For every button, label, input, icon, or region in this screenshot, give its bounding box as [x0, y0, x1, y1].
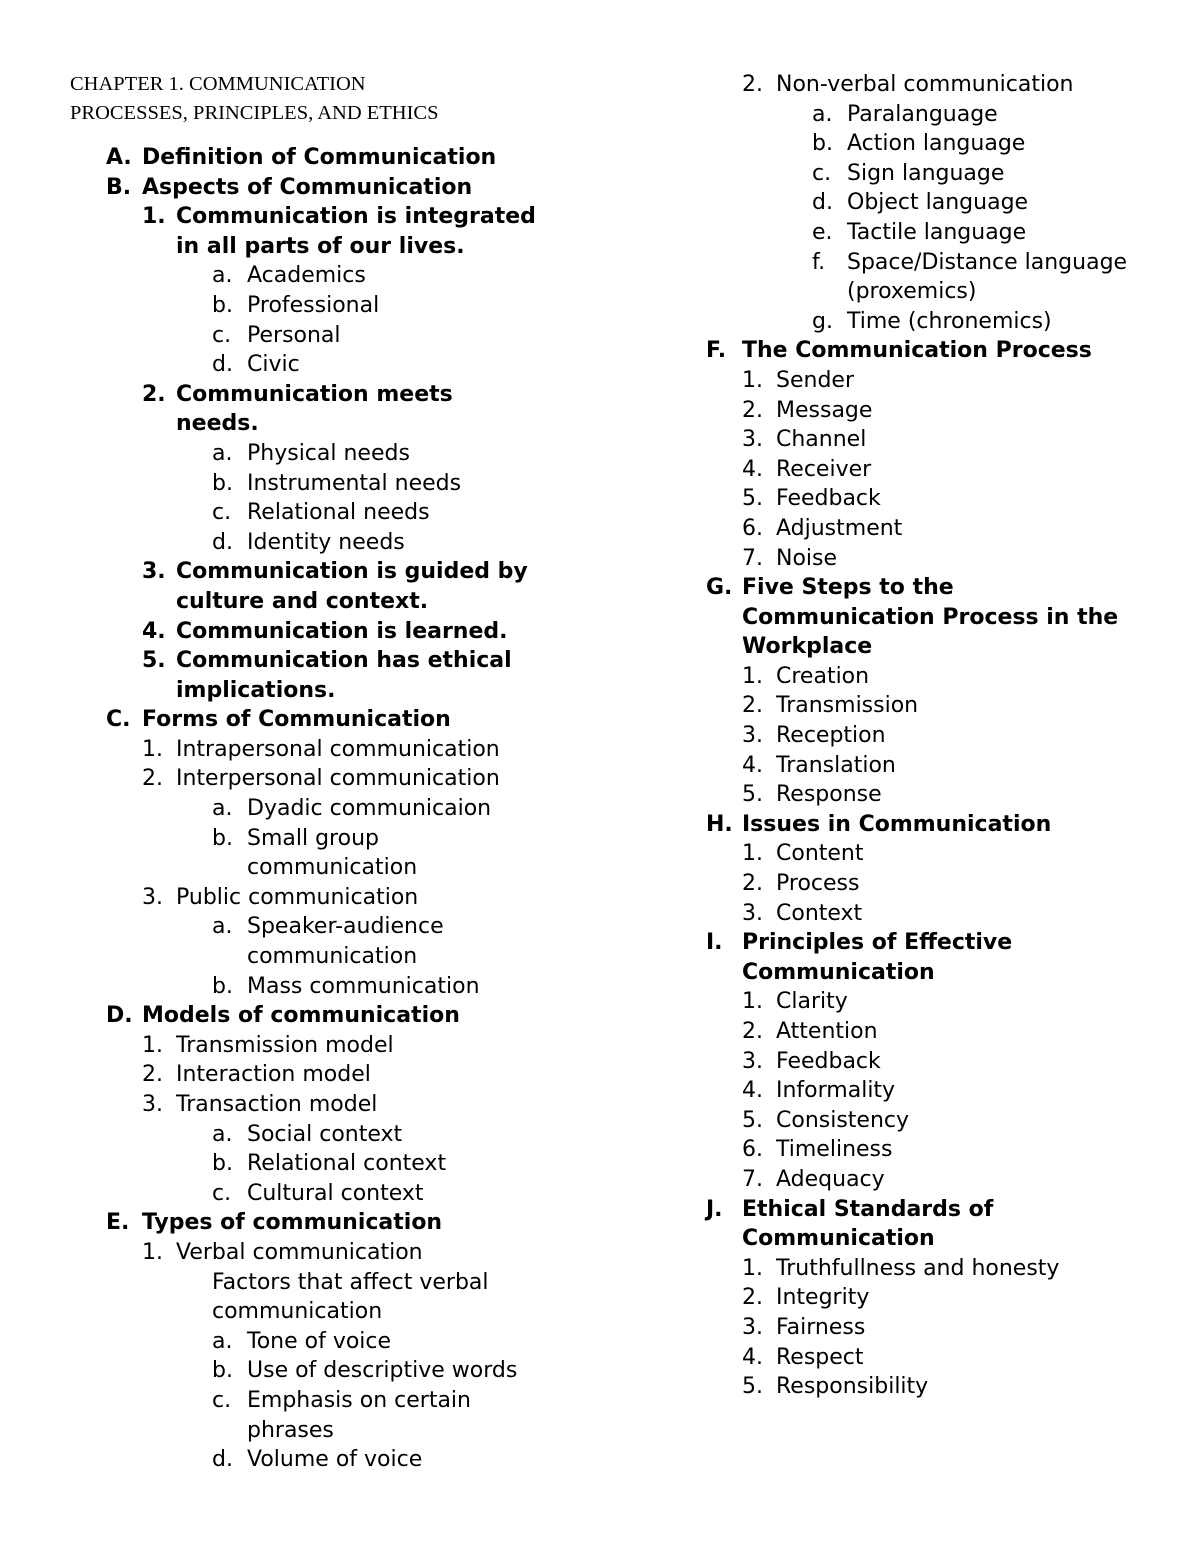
outline-text: Truthfullness and honesty	[776, 1255, 1060, 1281]
outline-marker: 7.	[742, 545, 763, 571]
outline-text: Aspects of Communication	[142, 174, 473, 200]
outline-text: Transmission model	[176, 1032, 394, 1058]
right-outline-line	[670, 958, 1170, 988]
right-outline-line	[670, 662, 1170, 692]
left-outline-line	[70, 439, 570, 469]
outline-text: Responsibility	[776, 1374, 929, 1400]
outline-text: Adequacy	[776, 1166, 885, 1192]
right-outline-line	[670, 129, 1170, 159]
outline-text: Space/Distance language	[847, 249, 1128, 275]
outline-marker: 3.	[142, 1092, 163, 1117]
outline-text: needs.	[176, 411, 259, 437]
outline-marker: 4.	[742, 1344, 763, 1370]
outline-text: Models of communication	[142, 1003, 460, 1029]
outline-text: Informality	[776, 1078, 896, 1104]
outline-text: Instrumental needs	[247, 470, 462, 496]
outline-text: Communication is guided by	[176, 559, 528, 585]
outline-marker: 2.	[742, 693, 763, 719]
outline-text: Consistency	[776, 1107, 910, 1133]
left-outline-line	[70, 1416, 570, 1446]
outline-text: Sender	[776, 367, 854, 393]
left-outline-line	[70, 469, 570, 499]
right-outline-line	[670, 1283, 1170, 1313]
outline-marker: b.	[212, 973, 233, 999]
right-outline-line	[670, 751, 1170, 781]
outline-marker: 2.	[742, 1285, 763, 1311]
outline-text: Definition of Communication	[142, 145, 497, 170]
chapter-title-line-2: PROCESSES, PRINCIPLES, AND ETHICS	[70, 102, 439, 124]
left-outline-line	[70, 1060, 570, 1090]
right-outline-line	[670, 632, 1170, 662]
outline-text: Professional	[247, 292, 380, 318]
outline-marker: 5.	[742, 782, 763, 808]
outline-marker: 1.	[142, 1239, 163, 1265]
left-outline-line	[70, 912, 570, 942]
outline-text: Five Steps to the	[742, 575, 954, 601]
outline-text: Process	[776, 871, 860, 897]
outline-text: Integrity	[776, 1285, 870, 1311]
outline-marker: 2.	[742, 871, 763, 897]
outline-marker: 1.	[742, 1255, 763, 1281]
outline-text: Clarity	[776, 989, 848, 1015]
outline-text: Social context	[247, 1121, 403, 1147]
outline-marker: 6.	[742, 515, 763, 541]
left-outline-line	[70, 232, 570, 262]
right-outline-line	[670, 100, 1170, 130]
outline-marker: b.	[212, 825, 233, 851]
outline-marker: 2.	[742, 72, 763, 97]
outline-text: communication	[212, 1299, 383, 1325]
right-outline-line	[670, 544, 1170, 574]
left-outline-line	[70, 143, 570, 173]
right-outline-line	[670, 248, 1170, 278]
outline-text: Civic	[247, 352, 300, 378]
left-outline-line	[70, 853, 570, 883]
right-outline-line	[670, 721, 1170, 751]
left-outline-line	[70, 261, 570, 291]
outline-text: Types of communication	[142, 1210, 443, 1236]
right-outline-line	[670, 159, 1170, 189]
right-outline-line	[670, 1076, 1170, 1106]
left-outline-line	[70, 1090, 570, 1120]
outline-text: Communication Process in the	[742, 604, 1119, 630]
left-outline-line	[70, 1327, 570, 1357]
outline-text: Receiver	[776, 456, 872, 482]
outline-marker: 2.	[142, 766, 163, 792]
outline-marker: A.	[106, 145, 132, 170]
outline-marker: D.	[106, 1003, 133, 1029]
right-outline-line	[670, 218, 1170, 248]
outline-marker: B.	[106, 174, 132, 200]
outline-marker: f.	[812, 249, 826, 275]
right-outline-line	[670, 928, 1170, 958]
outline-marker: H.	[706, 811, 733, 837]
outline-marker: b.	[212, 470, 233, 496]
outline-text: Personal	[247, 322, 341, 348]
outline-text: Factors that affect verbal	[212, 1269, 489, 1295]
outline-text: Communication is integrated	[176, 204, 536, 230]
right-outline-line	[670, 1017, 1170, 1047]
outline-marker: 1.	[742, 989, 763, 1015]
outline-marker: 2.	[142, 381, 166, 407]
left-outline-line	[70, 528, 570, 558]
outline-text: Identity needs	[247, 529, 405, 555]
left-outline-line	[70, 1356, 570, 1386]
outline-text: The Communication Process	[742, 338, 1092, 364]
outline-marker: 2.	[742, 397, 763, 423]
left-outline-line	[70, 1386, 570, 1416]
outline-marker: 4.	[742, 456, 763, 482]
right-outline-line	[670, 869, 1170, 899]
outline-marker: 7.	[742, 1166, 763, 1192]
outline-text: Physical needs	[247, 440, 410, 466]
left-outline-line	[70, 350, 570, 380]
outline-marker: b.	[812, 131, 833, 157]
outline-marker: a.	[212, 1328, 233, 1354]
outline-text: Context	[776, 900, 863, 926]
left-outline-line	[70, 942, 570, 972]
outline-text: Speaker-audience	[247, 914, 444, 940]
outline-marker: b.	[212, 292, 233, 318]
left-outline-line	[70, 1149, 570, 1179]
outline-marker: 3.	[742, 1048, 763, 1074]
left-outline-line	[70, 764, 570, 794]
outline-marker: 1.	[742, 367, 763, 393]
right-outline-line	[670, 1047, 1170, 1077]
outline-text: Intrapersonal communication	[176, 736, 500, 762]
outline-marker: G.	[706, 575, 733, 601]
outline-text: Interpersonal communication	[176, 766, 500, 792]
outline-text: communication	[247, 944, 418, 970]
outline-marker: c.	[812, 160, 832, 186]
outline-marker: d.	[212, 1447, 233, 1473]
right-outline-line	[670, 1195, 1170, 1225]
outline-marker: a.	[212, 914, 233, 940]
right-outline-line	[670, 336, 1170, 366]
right-outline-line	[670, 899, 1170, 929]
outline-marker: c.	[212, 500, 232, 526]
outline-text: Interaction model	[176, 1062, 371, 1088]
outline-marker: c.	[212, 1180, 232, 1206]
outline-text: Channel	[776, 427, 867, 453]
outline-text: Communication has ethical	[176, 648, 512, 674]
left-outline-line	[70, 1297, 570, 1327]
outline-text: Message	[776, 397, 873, 423]
outline-marker: C.	[106, 707, 131, 733]
outline-text: Relational needs	[247, 500, 430, 526]
left-outline-line	[70, 1208, 570, 1238]
outline-text: Communication is learned.	[176, 618, 508, 644]
right-outline-line	[670, 1343, 1170, 1373]
outline-text: Timeliness	[776, 1137, 893, 1163]
left-outline-line	[70, 617, 570, 647]
left-outline-line	[70, 1001, 570, 1031]
outline-text: Paralanguage	[847, 101, 998, 127]
left-outline-line	[70, 824, 570, 854]
left-outline-line	[70, 557, 570, 587]
outline-right-column	[670, 70, 1170, 1402]
outline-text: Attention	[776, 1019, 878, 1044]
outline-marker: 6.	[742, 1137, 763, 1163]
outline-text: Transaction model	[176, 1092, 378, 1117]
left-outline-line	[70, 676, 570, 706]
outline-text: Volume of voice	[247, 1447, 423, 1473]
right-outline-line	[670, 1313, 1170, 1343]
right-outline-line	[670, 573, 1170, 603]
outline-text: Forms of Communication	[142, 707, 451, 733]
right-outline-line	[670, 691, 1170, 721]
outline-text: Small group	[247, 825, 379, 851]
right-outline-line	[670, 1106, 1170, 1136]
left-outline-line	[70, 1179, 570, 1209]
right-outline-line	[670, 514, 1170, 544]
outline-text: Ethical Standards of	[742, 1196, 994, 1222]
outline-marker: a.	[212, 440, 233, 466]
outline-text: Academics	[247, 263, 366, 289]
right-outline-line	[670, 484, 1170, 514]
outline-text: Communication meets	[176, 381, 453, 407]
right-outline-line	[670, 810, 1170, 840]
right-outline-line	[670, 1135, 1170, 1165]
left-outline-line	[70, 735, 570, 765]
outline-marker: 3.	[142, 884, 163, 910]
outline-text: Dyadic communicaion	[247, 796, 492, 822]
outline-text: Cultural context	[247, 1180, 424, 1206]
outline-marker: 3.	[742, 427, 763, 453]
outline-marker: a.	[812, 101, 833, 127]
left-outline-line	[70, 883, 570, 913]
outline-marker: 3.	[742, 723, 763, 749]
outline-text: Fairness	[776, 1314, 866, 1340]
right-outline-line	[670, 603, 1170, 633]
outline-marker: 1.	[742, 841, 763, 867]
outline-marker: F.	[706, 338, 727, 364]
outline-text: implications.	[176, 677, 336, 703]
right-outline-line	[670, 987, 1170, 1017]
outline-text: communication	[247, 855, 418, 881]
left-outline-line	[70, 380, 570, 410]
outline-marker: E.	[106, 1210, 130, 1236]
outline-marker: a.	[212, 796, 233, 822]
left-outline-line	[70, 587, 570, 617]
outline-text: Feedback	[776, 1048, 881, 1074]
outline-marker: 2.	[142, 1062, 163, 1088]
right-outline-line	[670, 1165, 1170, 1195]
outline-text: Use of descriptive words	[247, 1358, 518, 1384]
right-outline-line	[670, 839, 1170, 869]
outline-text: Reception	[776, 723, 886, 749]
outline-marker: c.	[212, 1387, 232, 1413]
outline-text: Workplace	[742, 634, 873, 660]
outline-text: Adjustment	[776, 515, 903, 541]
outline-marker: 4.	[742, 1078, 763, 1104]
left-outline-line	[70, 1120, 570, 1150]
outline-text: Action language	[847, 131, 1026, 157]
left-outline-line	[70, 1445, 570, 1475]
outline-marker: 4.	[742, 752, 763, 778]
outline-text: culture and context.	[176, 588, 429, 614]
outline-marker: 2.	[742, 1019, 763, 1044]
outline-text: Respect	[776, 1344, 864, 1370]
right-outline-line	[670, 70, 1170, 100]
outline-text: Noise	[776, 545, 838, 571]
right-outline-line	[670, 307, 1170, 337]
left-outline-line	[70, 705, 570, 735]
right-outline-line	[670, 277, 1170, 307]
right-outline-line	[670, 455, 1170, 485]
outline-marker: 5.	[742, 1374, 763, 1400]
outline-marker: d.	[212, 529, 233, 555]
outline-marker: 1.	[142, 204, 166, 230]
outline-marker: 1.	[142, 1032, 163, 1058]
outline-text: Issues in Communication	[742, 811, 1052, 837]
outline-text: Time (chronemics)	[847, 308, 1052, 334]
right-outline-line	[670, 396, 1170, 426]
left-outline-line	[70, 646, 570, 676]
outline-marker: 5.	[142, 648, 166, 674]
outline-marker: a.	[212, 1121, 233, 1147]
left-outline-line	[70, 1238, 570, 1268]
outline-text: Communication	[742, 959, 935, 985]
outline-left-column	[70, 143, 570, 1475]
outline-marker: e.	[812, 219, 833, 245]
outline-text: Tactile language	[847, 219, 1027, 245]
left-outline-line	[70, 173, 570, 203]
outline-text: Tone of voice	[247, 1328, 392, 1354]
outline-text: Verbal communication	[176, 1239, 423, 1265]
outline-marker: g.	[812, 308, 833, 334]
outline-marker: d.	[812, 190, 833, 216]
right-outline-line	[670, 1254, 1170, 1284]
right-outline-line	[670, 188, 1170, 218]
outline-marker: I.	[706, 930, 723, 956]
outline-marker: b.	[212, 1151, 233, 1177]
right-outline-line	[670, 780, 1170, 810]
chapter-title	[70, 70, 630, 128]
outline-text: Emphasis on certain	[247, 1387, 471, 1413]
outline-marker: 3.	[742, 1314, 763, 1340]
outline-marker: 1.	[742, 663, 763, 689]
outline-text: in all parts of our lives.	[176, 233, 465, 259]
outline-marker: 3.	[742, 900, 763, 926]
outline-marker: 5.	[742, 1107, 763, 1133]
outline-marker: b.	[212, 1358, 233, 1384]
outline-text: Sign language	[847, 160, 1005, 186]
outline-marker: 3.	[142, 559, 166, 585]
right-outline-line	[670, 1372, 1170, 1402]
outline-marker: 1.	[142, 736, 163, 762]
left-outline-line	[70, 498, 570, 528]
outline-text: Relational context	[247, 1151, 447, 1177]
outline-text: Translation	[776, 752, 896, 778]
left-outline-line	[70, 409, 570, 439]
left-outline-line	[70, 1031, 570, 1061]
outline-text: Mass communication	[247, 973, 480, 999]
outline-text: Object language	[847, 190, 1029, 216]
left-outline-line	[70, 1268, 570, 1298]
outline-text: phrases	[247, 1417, 334, 1443]
left-outline-line	[70, 794, 570, 824]
left-outline-line	[70, 321, 570, 351]
outline-marker: c.	[212, 322, 232, 348]
outline-text: Response	[776, 782, 882, 808]
outline-text: (proxemics)	[847, 279, 977, 305]
outline-text: Public communication	[176, 884, 419, 910]
outline-marker: d.	[212, 352, 233, 378]
outline-marker: J.	[706, 1196, 723, 1222]
right-outline-line	[670, 425, 1170, 455]
outline-text: Feedback	[776, 486, 881, 512]
outline-text: Non-verbal communication	[776, 72, 1074, 97]
chapter-title-line-1: CHAPTER 1. COMMUNICATION	[70, 73, 366, 95]
right-outline-line	[670, 1224, 1170, 1254]
left-outline-line	[70, 202, 570, 232]
outline-text: Transmission	[776, 693, 919, 719]
outline-marker: 5.	[742, 486, 763, 512]
outline-marker: a.	[212, 263, 233, 289]
left-outline-line	[70, 291, 570, 321]
left-outline-line	[70, 972, 570, 1002]
outline-text: Creation	[776, 663, 870, 689]
outline-text: Communication	[742, 1226, 935, 1252]
outline-text: Principles of Effective	[742, 930, 1013, 956]
outline-text: Content	[776, 841, 864, 867]
outline-marker: 4.	[142, 618, 166, 644]
right-outline-line	[670, 366, 1170, 396]
